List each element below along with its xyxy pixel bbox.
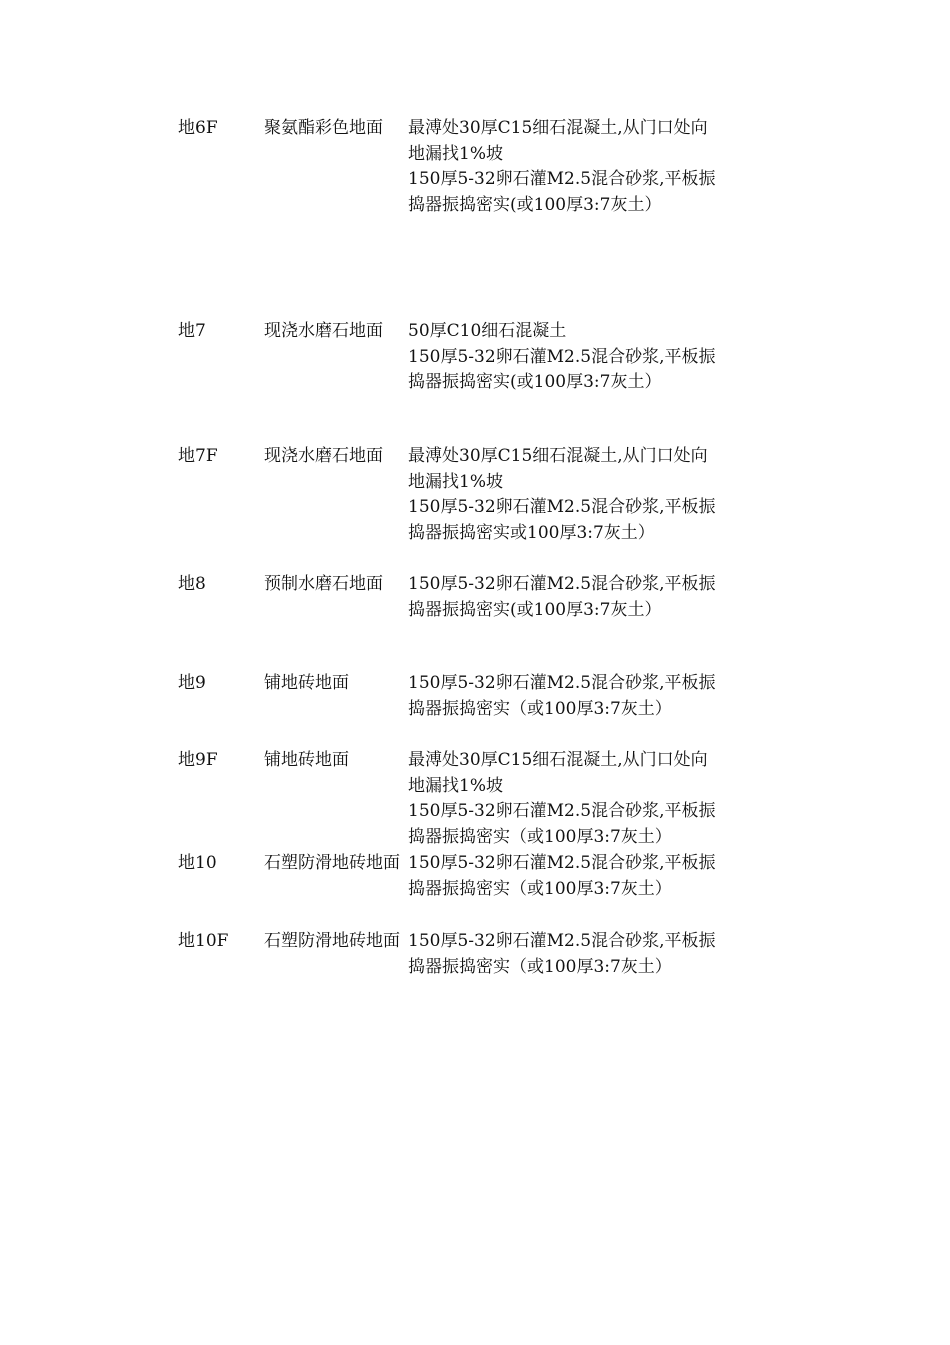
entry-layer: 150厚5-32卵石灌M2.5混合砂浆,平板振捣器振捣密实（或100厚3:7灰土） bbox=[408, 801, 716, 847]
entry-name: 聚氨酯彩色地面 bbox=[264, 118, 383, 138]
entry-code: 地9F bbox=[178, 750, 218, 770]
entry-layer: 150厚5-32卵石灌M2.5混合砂浆,平板振捣器振捣密实（或100厚3:7灰土） bbox=[408, 853, 716, 899]
entry-layer: 150厚5-32卵石灌M2.5混合砂浆,平板振捣器振捣密实(或100厚3:7灰土） bbox=[408, 574, 716, 620]
entry-code: 地7 bbox=[178, 321, 206, 341]
entry-layer: 最溥处30厚C15细石混凝土,从门口处向地漏找1%坡 bbox=[408, 446, 708, 492]
entry-name: 铺地砖地面 bbox=[264, 750, 349, 770]
entry-layer: 最溥处30厚C15细石混凝土,从门口处向地漏找1%坡 bbox=[408, 118, 708, 164]
entry-code: 地8 bbox=[178, 574, 206, 594]
entry-name: 预制水磨石地面 bbox=[264, 574, 383, 594]
entry-name: 石塑防滑地砖地面 bbox=[264, 931, 400, 951]
entry-layers bbox=[408, 444, 720, 546]
entry-layers bbox=[408, 671, 720, 722]
entry-name: 石塑防滑地砖地面 bbox=[264, 853, 400, 873]
entry-name: 铺地砖地面 bbox=[264, 673, 349, 693]
entry-code: 地10F bbox=[178, 931, 229, 951]
entry-code: 地9 bbox=[178, 673, 206, 693]
entry-layer: 50厚C10细石混凝土 bbox=[408, 321, 567, 341]
entry-layers bbox=[408, 851, 720, 902]
entry-layer: 150厚5-32卵石灌M2.5混合砂浆,平板振捣器振捣密实（或100厚3:7灰土） bbox=[408, 931, 716, 977]
entry-layer: 150厚5-32卵石灌M2.5混合砂浆,平板振捣器振捣密实或100厚3:7灰土） bbox=[408, 497, 716, 543]
entry-layers bbox=[408, 572, 720, 623]
entry-layers bbox=[408, 748, 720, 850]
entry-layers bbox=[408, 319, 720, 396]
entry-layers bbox=[408, 116, 720, 218]
entry-layer: 150厚5-32卵石灌M2.5混合砂浆,平板振捣器振捣密实（或100厚3:7灰土） bbox=[408, 673, 716, 719]
entry-code: 地10 bbox=[178, 853, 217, 873]
entry-name: 现浇水磨石地面 bbox=[264, 446, 383, 466]
entry-name: 现浇水磨石地面 bbox=[264, 321, 383, 341]
entry-layer: 150厚5-32卵石灌M2.5混合砂浆,平板振捣器振捣密实(或100厚3:7灰土） bbox=[408, 169, 716, 215]
entry-layer: 最溥处30厚C15细石混凝土,从门口处向地漏找1%坡 bbox=[408, 750, 708, 796]
entry-layer: 150厚5-32卵石灌M2.5混合砂浆,平板振捣器振捣密实(或100厚3:7灰土） bbox=[408, 346, 716, 392]
entry-code: 地7F bbox=[178, 446, 218, 466]
entry-code: 地6F bbox=[178, 118, 218, 138]
entry-layers bbox=[408, 929, 720, 980]
